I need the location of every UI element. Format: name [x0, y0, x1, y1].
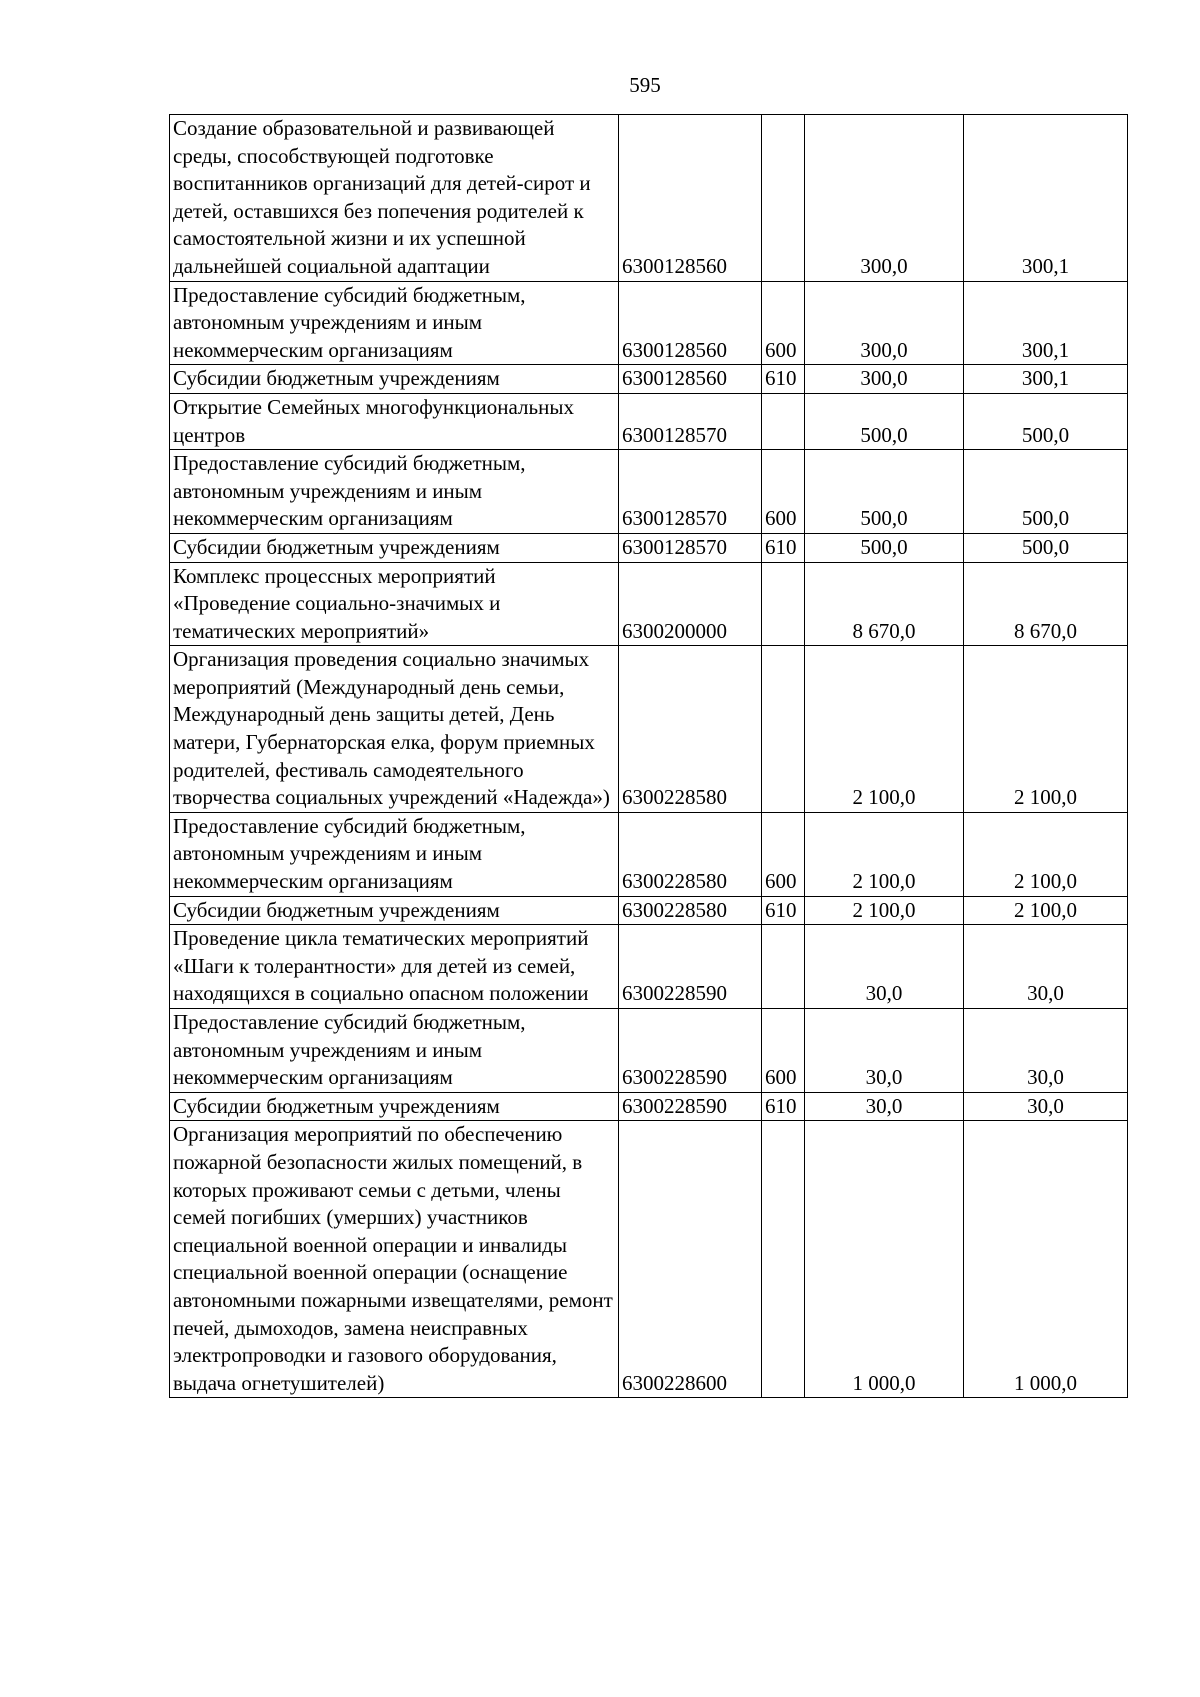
row-code: 6300228590 [619, 1092, 762, 1121]
table-row [170, 450, 1128, 534]
row-amount-2: 500,0 [964, 450, 1128, 534]
row-amount-1: 8 670,0 [805, 562, 964, 646]
row-name: Открытие Семейных многофункциональных центров [170, 393, 619, 449]
row-expense-type [762, 646, 805, 813]
row-expense-type: 600 [762, 812, 805, 896]
row-amount-1: 2 100,0 [805, 896, 964, 925]
row-code: 6300228600 [619, 1121, 762, 1398]
row-code: 6300128570 [619, 393, 762, 449]
row-name: Субсидии бюджетным учреждениям [170, 533, 619, 562]
row-code: 6300228580 [619, 812, 762, 896]
row-amount-1: 500,0 [805, 450, 964, 534]
row-name: Предоставление субсидий бюджетным, автономным учреждениям и иным некоммерческим организациям [170, 281, 619, 365]
row-code: 6300228590 [619, 1009, 762, 1093]
page-number: 595 [629, 73, 661, 97]
row-name: Комплекс процессных мероприятий «Проведение социально-значимых и тематических мероприятий» [170, 562, 619, 646]
table-row [170, 646, 1128, 813]
row-expense-type [762, 393, 805, 449]
table-row [170, 1121, 1128, 1398]
row-amount-2: 8 670,0 [964, 562, 1128, 646]
row-name: Организация мероприятий по обеспечению пожарной безопасности жилых помещений, в которых проживают семьи с детьми, члены семей погибших (умерших) участников специальной военной операции и инвалиды специальной военной операции (оснащение автономными пожарными извещателями, ремонт печей, дымоходов, замена неисправных электропроводки и газового оборудования, выдача огнетушителей) [170, 1121, 619, 1398]
row-code: 6300128570 [619, 533, 762, 562]
row-code: 6300128560 [619, 115, 762, 282]
row-name: Субсидии бюджетным учреждениям [170, 365, 619, 394]
row-name: Организация проведения социально значимых мероприятий (Международный день семьи, Международный день защиты детей, День матери, Губернаторская елка, форум приемных родителей, фестиваль самодеятельного творчества социальных учреждений «Надежда») [170, 646, 619, 813]
row-amount-2: 300,1 [964, 281, 1128, 365]
row-code: 6300128570 [619, 450, 762, 534]
table-row [170, 925, 1128, 1009]
row-amount-2: 500,0 [964, 533, 1128, 562]
row-code: 6300128560 [619, 365, 762, 394]
table-row [170, 533, 1128, 562]
row-expense-type [762, 115, 805, 282]
row-code: 6300228580 [619, 646, 762, 813]
row-amount-1: 30,0 [805, 925, 964, 1009]
row-amount-2: 300,1 [964, 365, 1128, 394]
row-code: 6300128560 [619, 281, 762, 365]
row-expense-type: 600 [762, 1009, 805, 1093]
table-row [170, 896, 1128, 925]
row-amount-1: 30,0 [805, 1092, 964, 1121]
row-amount-1: 30,0 [805, 1009, 964, 1093]
row-amount-1: 300,0 [805, 281, 964, 365]
row-name: Проведение цикла тематических мероприятий «Шаги к толерантности» для детей из семей, находящихся в социально опасном положении [170, 925, 619, 1009]
row-amount-2: 30,0 [964, 925, 1128, 1009]
row-amount-2: 2 100,0 [964, 812, 1128, 896]
row-amount-1: 1 000,0 [805, 1121, 964, 1398]
table-row [170, 812, 1128, 896]
row-amount-2: 300,1 [964, 115, 1128, 282]
row-expense-type: 610 [762, 896, 805, 925]
row-code: 6300228590 [619, 925, 762, 1009]
row-code: 6300200000 [619, 562, 762, 646]
row-amount-1: 300,0 [805, 115, 964, 282]
row-expense-type: 610 [762, 365, 805, 394]
row-amount-1: 300,0 [805, 365, 964, 394]
table-row [170, 281, 1128, 365]
row-name: Предоставление субсидий бюджетным, автономным учреждениям и иным некоммерческим организациям [170, 1009, 619, 1093]
row-amount-2: 2 100,0 [964, 896, 1128, 925]
table-row [170, 393, 1128, 449]
table-row [170, 1009, 1128, 1093]
row-expense-type [762, 1121, 805, 1398]
table-row [170, 365, 1128, 394]
row-amount-1: 500,0 [805, 393, 964, 449]
row-amount-2: 1 000,0 [964, 1121, 1128, 1398]
row-name: Предоставление субсидий бюджетным, автономным учреждениям и иным некоммерческим организациям [170, 812, 619, 896]
row-name: Субсидии бюджетным учреждениям [170, 1092, 619, 1121]
table-row [170, 1092, 1128, 1121]
table-row [170, 115, 1128, 282]
row-code: 6300228580 [619, 896, 762, 925]
row-name: Предоставление субсидий бюджетным, автономным учреждениям и иным некоммерческим организациям [170, 450, 619, 534]
row-amount-2: 30,0 [964, 1092, 1128, 1121]
row-name: Создание образовательной и развивающей среды, способствующей подготовке воспитанников организаций для детей-сирот и детей, оставшихся без попечения родителей к самостоятельной жизни и их успешной дальнейшей социальной адаптации [170, 115, 619, 282]
row-amount-1: 2 100,0 [805, 646, 964, 813]
row-name: Субсидии бюджетным учреждениям [170, 896, 619, 925]
row-expense-type [762, 925, 805, 1009]
row-expense-type: 610 [762, 533, 805, 562]
row-expense-type: 600 [762, 450, 805, 534]
row-amount-1: 2 100,0 [805, 812, 964, 896]
row-amount-2: 2 100,0 [964, 646, 1128, 813]
budget-table [169, 114, 1128, 1398]
table-row [170, 562, 1128, 646]
row-expense-type: 610 [762, 1092, 805, 1121]
row-amount-1: 500,0 [805, 533, 964, 562]
row-amount-2: 30,0 [964, 1009, 1128, 1093]
row-expense-type [762, 562, 805, 646]
row-expense-type: 600 [762, 281, 805, 365]
row-amount-2: 500,0 [964, 393, 1128, 449]
